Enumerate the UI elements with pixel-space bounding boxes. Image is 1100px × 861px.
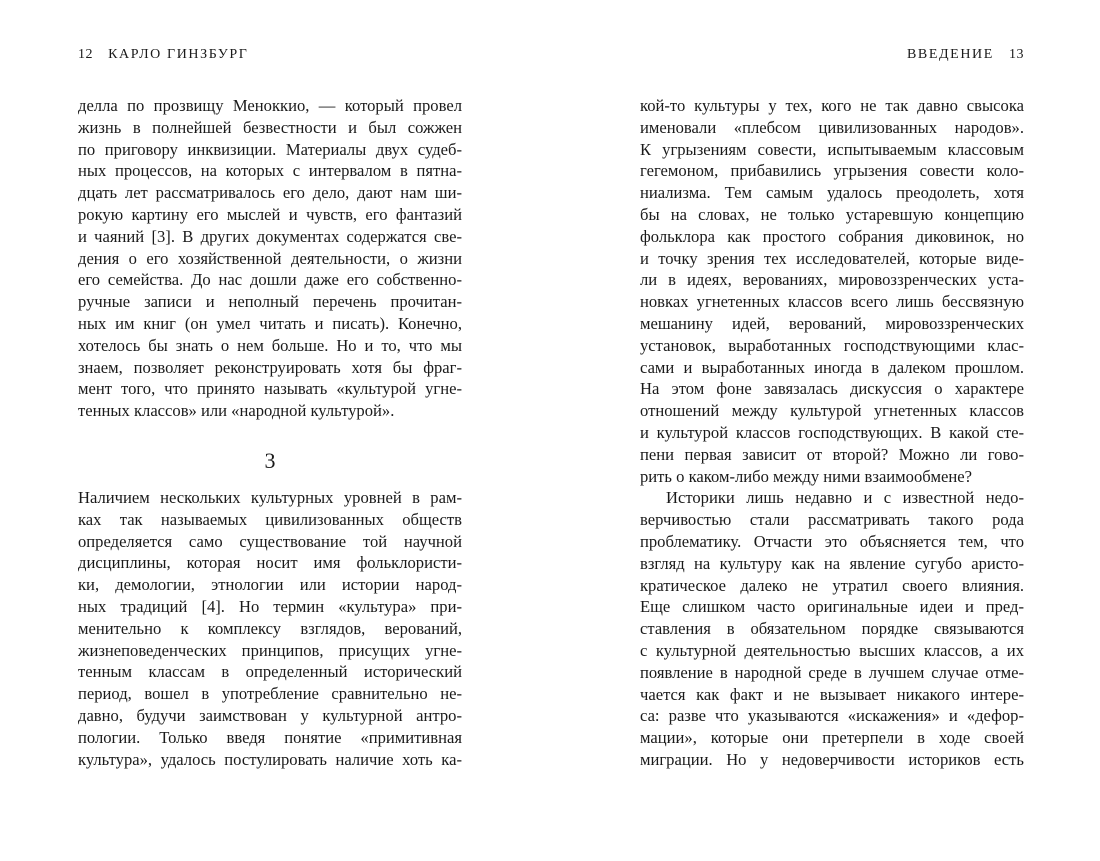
text-line: знаем, позволяет реконструировать хотя бы фраг- bbox=[78, 357, 462, 377]
text-line: и культурой классов господствующих. В какой сте- bbox=[640, 422, 1024, 442]
text-line: новках угнетенных классов всего лишь бессвязную bbox=[640, 292, 1024, 312]
text-line: пологии. Только введя понятие «примитивная bbox=[78, 727, 462, 747]
text-line: проблематику. Отчасти это объясняется тем, что bbox=[640, 531, 1024, 551]
text-line: взгляд на культуру как на явление сугубо аристо- bbox=[640, 553, 1024, 573]
text-line: с культурной деятельностью высших классов, а их bbox=[640, 640, 1024, 660]
text-line: верчивостью стали рассматривать такого рода bbox=[640, 510, 1024, 530]
text-line: рокую картину его мыслей и чувств, его фантазий bbox=[78, 204, 462, 224]
left-running-title: КАРЛО ГИНЗБУРГ bbox=[108, 47, 249, 62]
text-line: Наличием нескольких культурных уровней в рам- bbox=[78, 488, 462, 507]
text-line: и точку зрения тех исследователей, которые виде- bbox=[640, 248, 1024, 268]
left-paragraph-1 bbox=[78, 95, 462, 422]
text-line: ки, демологии, этнологии или истории народ- bbox=[78, 575, 462, 595]
text-line: ных им книг (он умел читать и писать). Конечно, bbox=[78, 313, 462, 333]
text-line: ках так называемых цивилизованных обществ bbox=[78, 509, 462, 529]
text-line: фольклора как простого собрания диковинок, но bbox=[640, 226, 1024, 246]
text-line: дцать лет рассматривалось его дело, дают нам ши- bbox=[78, 183, 462, 203]
text-line: именовали «плебсом цивилизованных народов». bbox=[640, 117, 1024, 137]
text-line: жизнь в полнейшей безвестности и был сожжен bbox=[78, 117, 462, 137]
text-line: са: разве что указываются «искажения» и «дефор- bbox=[640, 706, 1024, 726]
text-line: давно, будучи заимствован у культурной антро- bbox=[78, 705, 462, 725]
right-running-title: ВВЕДЕНИЕ bbox=[906, 47, 994, 62]
text-line: К угрызениям совести, испытываемым классовым bbox=[640, 139, 1024, 159]
text-line: мент того, что принято называть «культурой угне- bbox=[78, 379, 462, 399]
text-line: На этом фоне завязалась дискуссия о характере bbox=[640, 379, 1024, 399]
text-line: гегемоном, прибавились угрызения совести коло- bbox=[640, 161, 1024, 181]
text-line: пени первая зависит от второй? Можно ли гово- bbox=[640, 444, 1024, 464]
right-page-number: 13 bbox=[1009, 47, 1024, 62]
text-line: период, вошел в употребление сравнительно не- bbox=[78, 684, 462, 704]
text-line: ручные записи и неполный перечень прочитан- bbox=[78, 292, 462, 312]
text-line: рить о каком-либо между ними взаимообмене? bbox=[640, 466, 973, 486]
text-line: Историки лишь недавно и с известной недо- bbox=[666, 488, 1024, 508]
text-line: дисциплины, которая носит имя фольклористи- bbox=[78, 553, 462, 573]
text-line: дения о его хозяйственной деятельности, о жизни bbox=[78, 248, 462, 268]
section-number: 3 bbox=[264, 448, 276, 473]
text-line: установок, выработанных господствующими клас- bbox=[640, 335, 1024, 355]
text-line: сами и выработанных иногда в далеком прошлом. bbox=[640, 357, 1024, 377]
text-line: мации», которые они претерпели в ходе своей bbox=[640, 728, 1024, 748]
text-line: появление в народной среде в лучшем случае отме- bbox=[640, 662, 1024, 682]
text-line: тенных классов» или «народной культурой». bbox=[78, 401, 395, 421]
text-line: определяется само существование той научной bbox=[78, 531, 462, 551]
text-line: делла по прозвищу Меноккио, — который провел bbox=[78, 96, 462, 115]
text-line: мешанину идей, верований, мировоззренческих bbox=[640, 313, 1024, 333]
text-line: его семейства. До нас дошли даже его собственно- bbox=[78, 270, 462, 290]
text-line: тенным классам в определенный исторический bbox=[78, 662, 462, 682]
right-paragraph-2 bbox=[640, 487, 1024, 770]
text-line: менительно к комплексу взглядов, верований, bbox=[78, 618, 462, 638]
left-page-number: 12 bbox=[78, 47, 93, 62]
text-line: отношений между культурой угнетенных классов bbox=[640, 401, 1024, 421]
text-line: ных традиций [4]. Но термин «культура» при- bbox=[78, 596, 462, 616]
text-line: и чаяний [3]. В других документах содержатся све- bbox=[78, 226, 462, 246]
left-paragraph-2 bbox=[78, 487, 462, 770]
text-line: хотелось бы знать о нем больше. Но и то, что мы bbox=[78, 335, 462, 355]
text-line: кой-то культуры у тех, кого не так давно свысока bbox=[640, 96, 1024, 115]
text-line: ставления в обязательном порядке связываются bbox=[640, 619, 1024, 639]
right-paragraph-1 bbox=[640, 95, 1024, 487]
left-page bbox=[78, 0, 462, 861]
text-line: чается как факт и не вызывает никакого интере- bbox=[640, 684, 1024, 704]
right-text-column bbox=[640, 95, 1024, 771]
text-line: миграции. Но у недоверчивости историков есть bbox=[640, 749, 1024, 769]
text-line: кратическое далеко не утратил своего влияния. bbox=[640, 575, 1024, 595]
text-line: культура», удалось постулировать наличие хоть ка- bbox=[78, 749, 462, 769]
text-line: по приговору инквизиции. Материалы двух судеб- bbox=[78, 139, 462, 159]
text-line: жизнеповеденческих принципов, присущих угне- bbox=[78, 640, 462, 660]
text-line: бы на словах, не только устаревшую концепцию bbox=[640, 204, 1024, 224]
text-line: ных процессов, на которых с интервалом в пятна- bbox=[78, 161, 462, 181]
right-page bbox=[640, 0, 1024, 861]
text-line: Еще слишком часто оригинальные идеи и пред- bbox=[640, 597, 1024, 617]
text-line: ниализма. Тем самым удалось преодолеть, хотя bbox=[640, 183, 1024, 203]
right-running-head bbox=[640, 47, 1024, 67]
text-line: ли в идеях, верованиях, мировоззренческих уста- bbox=[640, 270, 1024, 290]
left-running-head bbox=[78, 47, 462, 67]
